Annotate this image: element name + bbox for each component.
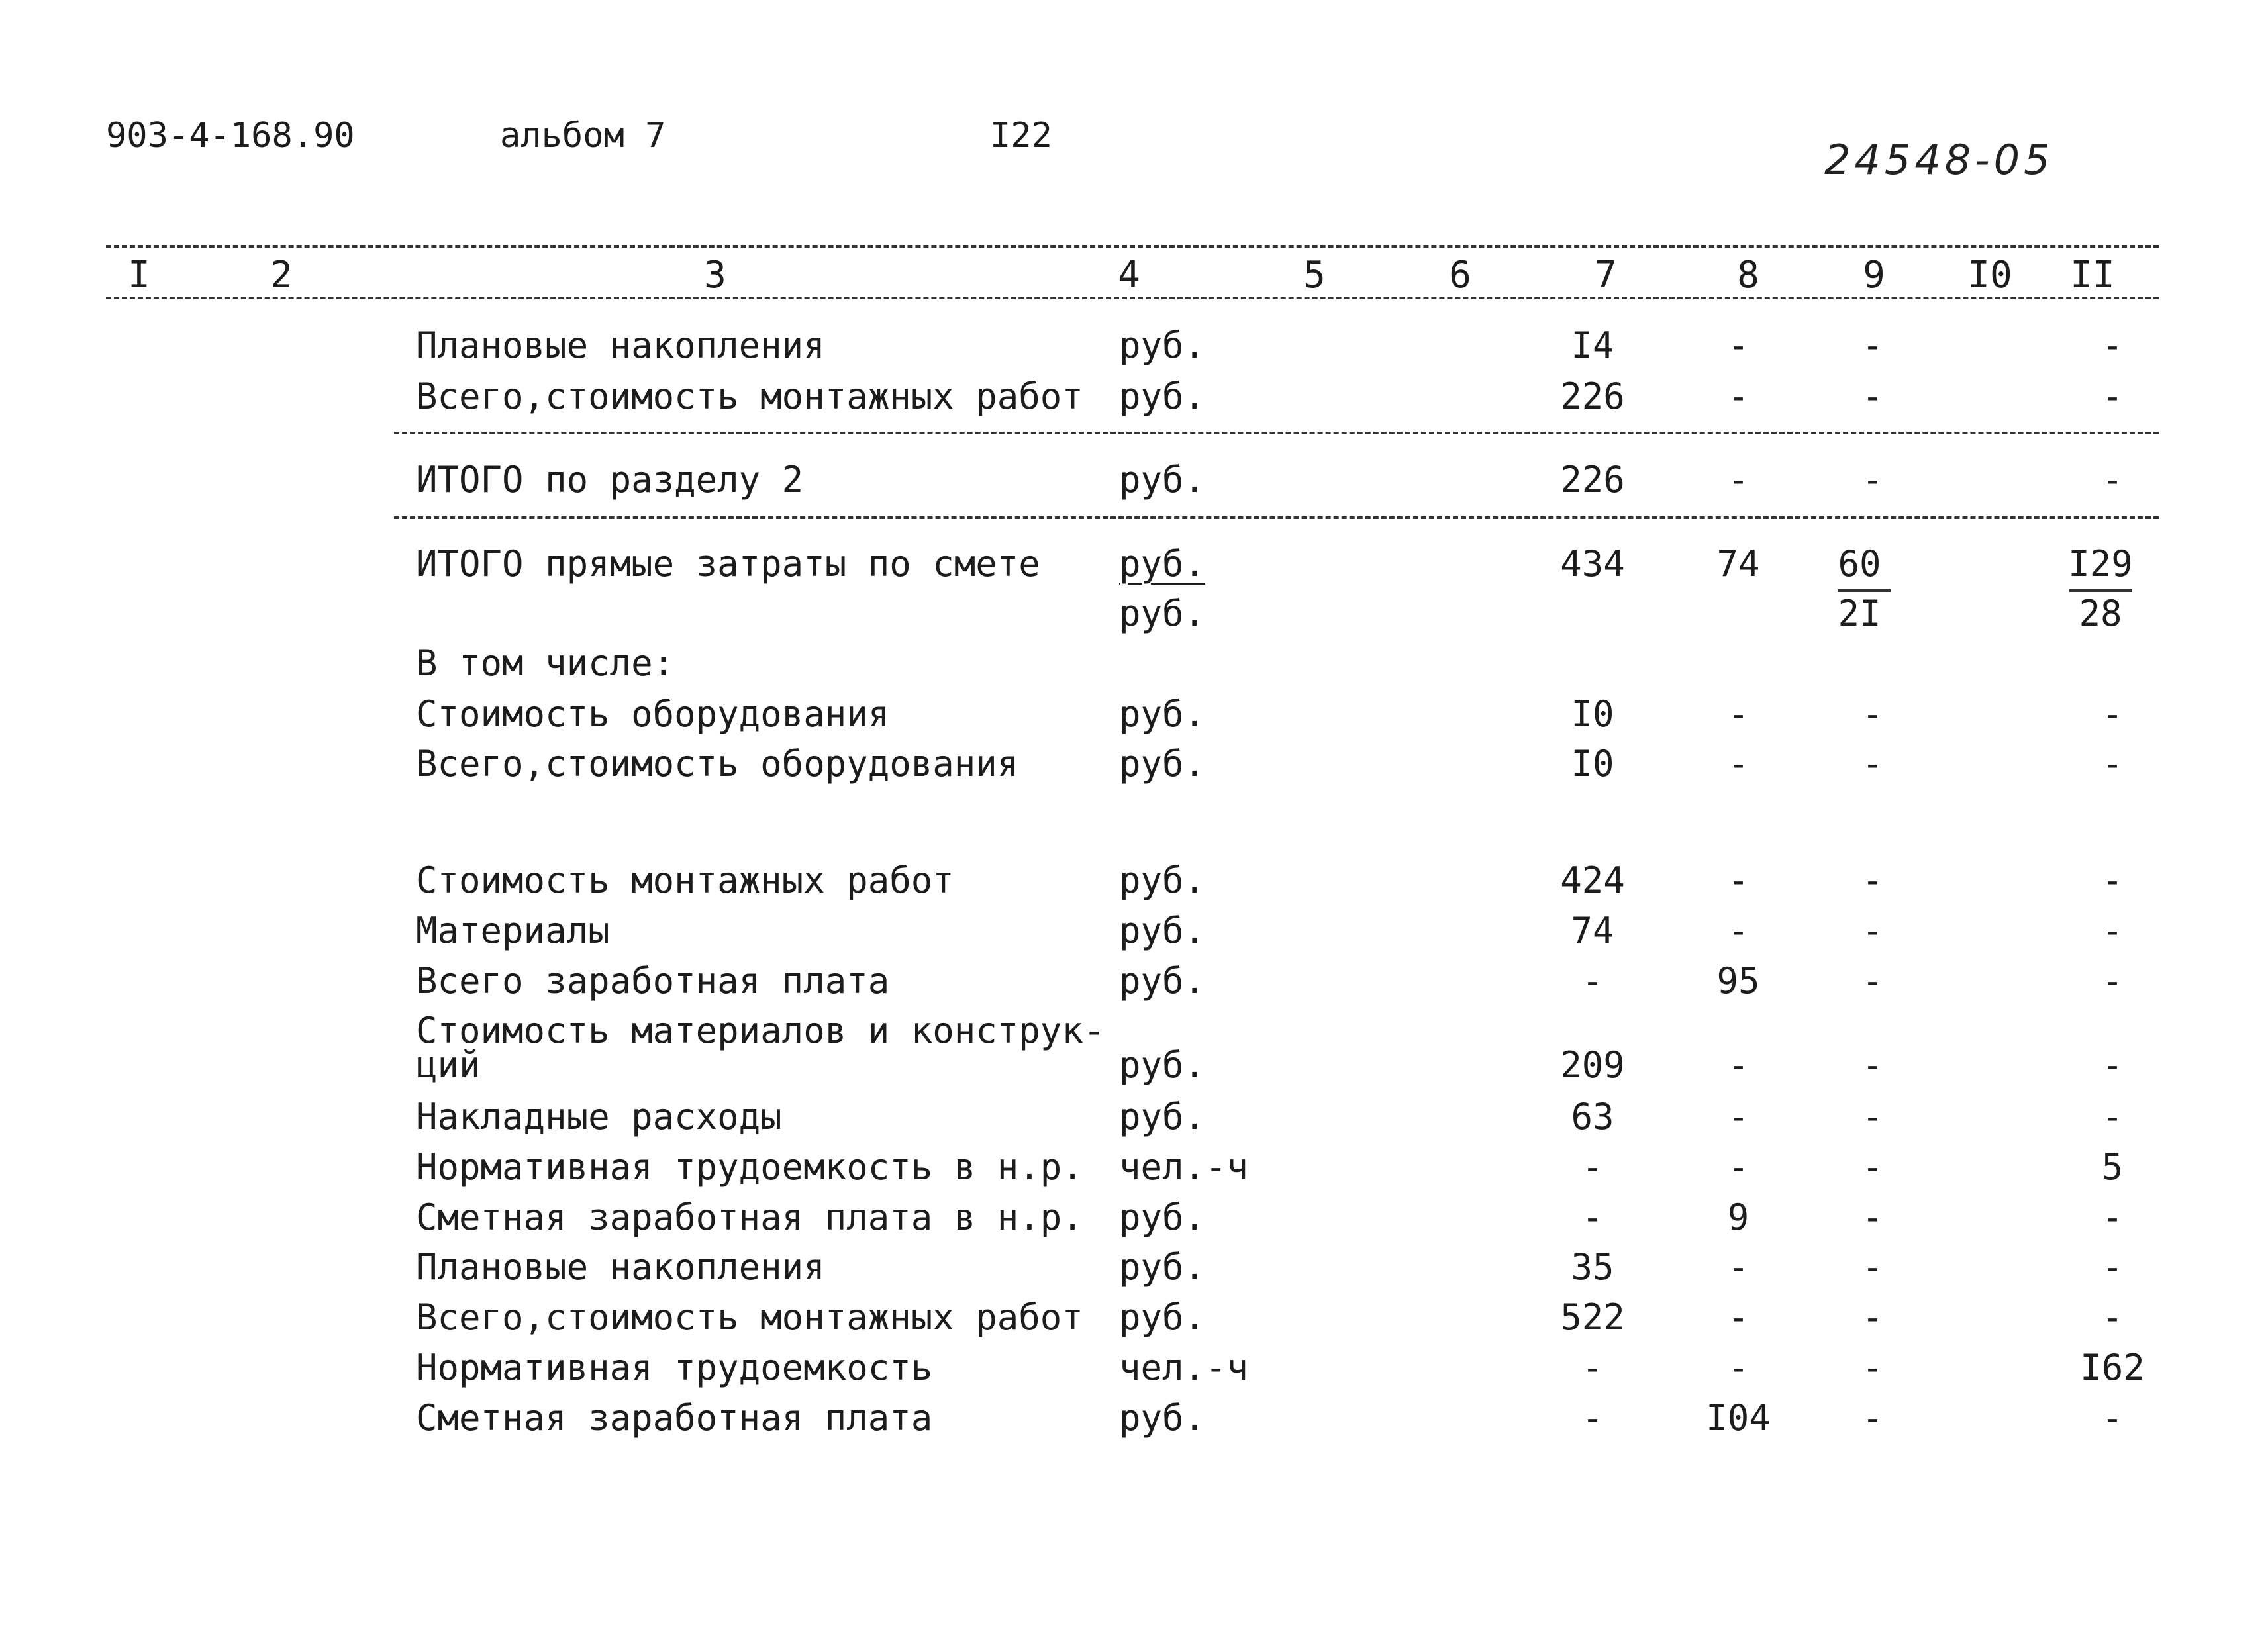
table-row [0, 1347, 2268, 1400]
item-unit: руб. [1119, 743, 1206, 785]
item-name: Всего,стоимость оборудования [416, 743, 1019, 785]
value-col7: I0 [1571, 743, 1614, 785]
value-col9: - [1861, 859, 1884, 901]
header-bottom-divider [106, 297, 2159, 299]
item-name: ИТОГО прямые затраты по смете [416, 543, 1040, 585]
item-name: В том числе: [416, 642, 675, 684]
handwritten-code: 24548-05 [1824, 136, 2054, 184]
value-col9: - [1861, 1246, 1884, 1288]
item-name: Нормативная трудоемкость в н.р. [416, 1146, 1083, 1188]
value-col7: - [1581, 1196, 1604, 1238]
section-divider [394, 516, 2159, 519]
item-name-continuation: ций [416, 1044, 481, 1086]
value-col8: 74 [1716, 543, 1760, 585]
value-col11: - [2101, 960, 2124, 1002]
item-name: Плановые накопления [416, 1246, 825, 1288]
item-name: Нормативная трудоемкость [416, 1347, 933, 1388]
album-label: альбом 7 [500, 116, 666, 156]
value-col11: - [2101, 1246, 2124, 1288]
value-col9: - [1861, 1347, 1884, 1388]
value-col7: I0 [1571, 693, 1614, 735]
value-col7: 74 [1571, 910, 1614, 951]
column-number-2: 2 [270, 254, 293, 297]
value-col11: - [2101, 459, 2124, 501]
column-number-3: 3 [704, 254, 726, 297]
value-col11: - [2101, 693, 2124, 735]
table-row [0, 1096, 2268, 1149]
value-col9: - [1861, 1146, 1884, 1188]
value-col11: - [2101, 910, 2124, 951]
fraction-line [2069, 589, 2132, 592]
value-col11: - [2101, 1397, 2124, 1439]
item-unit: руб. [1119, 1196, 1206, 1238]
value-col11: - [2101, 743, 2124, 785]
page-number: I22 [990, 116, 1052, 156]
item-name: Плановые накопления [416, 324, 825, 366]
item-name: ИТОГО по разделу 2 [416, 459, 804, 501]
item-unit: руб. [1119, 1044, 1206, 1086]
item-name: Стоимость оборудования [416, 693, 890, 735]
table-row [0, 960, 2268, 1013]
value-col8: - [1727, 1044, 1750, 1086]
item-unit: руб. [1119, 960, 1206, 1002]
value-col8: - [1727, 1146, 1750, 1188]
item-unit: руб. [1119, 375, 1206, 417]
value-col8: - [1727, 1347, 1750, 1388]
value-col8: - [1727, 859, 1750, 901]
value-col11: - [2101, 859, 2124, 901]
value-col8: - [1727, 459, 1750, 501]
value-col11: 5 [2101, 1146, 2124, 1188]
item-name: Стоимость материалов и конструк- [416, 1010, 1105, 1051]
value-col11: I62 [2080, 1347, 2145, 1388]
column-number-10: I0 [1967, 254, 2012, 297]
table-row [0, 543, 2268, 642]
value-col7: - [1581, 1146, 1604, 1188]
value-col7: 35 [1571, 1246, 1614, 1288]
item-name: Всего,стоимость монтажных работ [416, 375, 1083, 417]
item-name: Всего заработная плата [416, 960, 890, 1002]
value-col9: - [1861, 459, 1884, 501]
column-number-4: 4 [1118, 254, 1140, 297]
item-unit: руб. [1119, 859, 1206, 901]
table-row [0, 1296, 2268, 1349]
value-col7: 434 [1560, 543, 1625, 585]
value-col8: - [1727, 693, 1750, 735]
table-row [0, 375, 2268, 428]
column-number-6: 6 [1449, 254, 1471, 297]
value-col7: - [1581, 960, 1604, 1002]
table-row [0, 693, 2268, 746]
value-col8: - [1727, 1296, 1750, 1338]
value-col9: - [1861, 1096, 1884, 1137]
value-col9: - [1861, 375, 1884, 417]
column-number-11: II [2070, 254, 2115, 297]
value-col9: - [1861, 1397, 1884, 1439]
value-col7: 226 [1560, 375, 1625, 417]
header-top-divider [106, 245, 2159, 248]
item-unit: руб. [1119, 1296, 1206, 1338]
table-row [0, 1010, 2268, 1096]
value-col11: - [2101, 1296, 2124, 1338]
item-name: Стоимость монтажных работ [416, 859, 954, 901]
value-col8: I04 [1706, 1397, 1771, 1439]
table-row [0, 1246, 2268, 1299]
item-name: Сметная заработная плата [416, 1397, 933, 1439]
value-col7: 63 [1571, 1096, 1614, 1137]
section-divider [394, 432, 2159, 434]
value-col7: 226 [1560, 459, 1625, 501]
document-code: 903-4-168.90 [106, 116, 355, 156]
item-unit-secondary: руб. [1119, 593, 1206, 634]
table-row [0, 743, 2268, 796]
table-row [0, 1397, 2268, 1450]
table-row [0, 1146, 2268, 1199]
value-col11: - [2101, 1096, 2124, 1137]
value-col7: 424 [1560, 859, 1625, 901]
value-col9-denominator: 2I [1838, 593, 1881, 634]
value-col9: - [1861, 960, 1884, 1002]
item-name: Материалы [416, 910, 610, 951]
value-col9: - [1861, 910, 1884, 951]
item-unit: руб. [1119, 910, 1206, 951]
value-col11: - [2101, 1044, 2124, 1086]
value-col8: - [1727, 324, 1750, 366]
value-col8: - [1727, 1246, 1750, 1288]
value-col11: - [2101, 324, 2124, 366]
value-col11: - [2101, 375, 2124, 417]
value-col9: - [1861, 693, 1884, 735]
item-name: Накладные расходы [416, 1096, 782, 1137]
value-col9: - [1861, 743, 1884, 785]
value-col11: - [2101, 1196, 2124, 1238]
table-row [0, 459, 2268, 512]
item-unit: руб. [1119, 459, 1206, 501]
value-col11-denominator: 28 [2079, 593, 2122, 634]
fraction-line [1838, 589, 1891, 592]
column-number-1: I [128, 254, 150, 297]
value-col7: - [1581, 1397, 1604, 1439]
value-col7: - [1581, 1347, 1604, 1388]
value-col11-numerator: I29 [2068, 543, 2133, 585]
table-row [0, 1196, 2268, 1249]
value-col9: - [1861, 1296, 1884, 1338]
column-number-9: 9 [1863, 254, 1885, 297]
item-unit: руб. [1119, 324, 1206, 366]
item-unit: чел.-ч [1119, 1146, 1249, 1188]
table-row [0, 859, 2268, 912]
value-col9: - [1861, 1044, 1884, 1086]
item-unit: руб. [1119, 693, 1206, 735]
value-col7: 522 [1560, 1296, 1625, 1338]
item-name: Всего,стоимость монтажных работ [416, 1296, 1083, 1338]
item-name: Сметная заработная плата в н.р. [416, 1196, 1083, 1238]
value-col8: - [1727, 375, 1750, 417]
value-col8: 95 [1716, 960, 1760, 1002]
item-unit: руб. [1119, 1246, 1206, 1288]
item-unit: руб. [1119, 1397, 1206, 1439]
item-unit: руб. [1119, 543, 1206, 585]
value-col9-numerator: 60 [1838, 543, 1881, 585]
table-row [0, 324, 2268, 377]
value-col7: 209 [1560, 1044, 1625, 1086]
table-row [0, 642, 2268, 695]
value-col7: I4 [1571, 324, 1614, 366]
value-col9: - [1861, 1196, 1884, 1238]
table-row [0, 910, 2268, 963]
value-col8: 9 [1727, 1196, 1750, 1238]
value-col9: - [1861, 324, 1884, 366]
item-unit: руб. [1119, 1096, 1206, 1137]
item-unit: чел.-ч [1119, 1347, 1249, 1388]
column-number-8: 8 [1737, 254, 1759, 297]
value-col8: - [1727, 743, 1750, 785]
value-col8: - [1727, 910, 1750, 951]
column-number-5: 5 [1303, 254, 1326, 297]
column-number-7: 7 [1595, 254, 1617, 297]
value-col8: - [1727, 1096, 1750, 1137]
